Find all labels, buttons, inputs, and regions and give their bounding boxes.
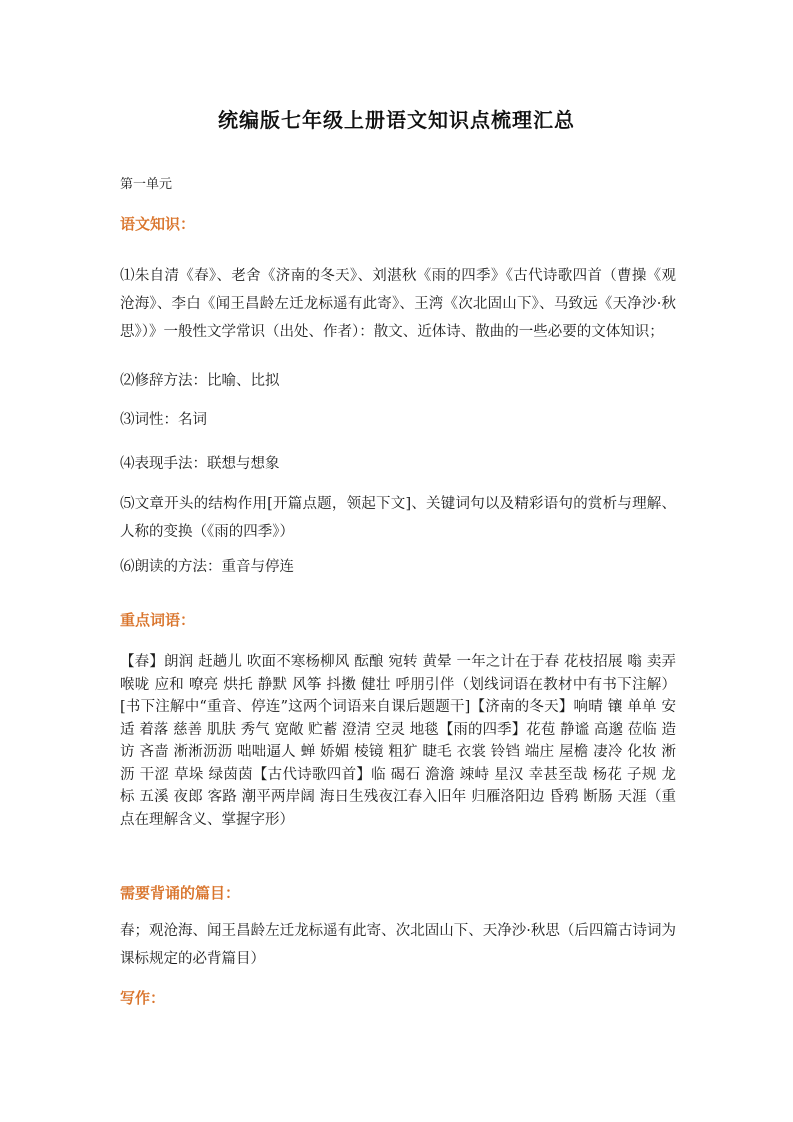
- section-heading-vocab: 重点词语：: [120, 611, 196, 629]
- section-heading-recite: 需要背诵的篇目：: [120, 884, 241, 902]
- knowledge-item-2: ⑵修辞方法：比喻、比拟: [120, 373, 280, 389]
- knowledge-item-5: ⑸文章开头的结构作用[开篇点题，领起下文]、关键词句以及精彩语句的赏析与理解、人称的变换（《雨的四季》）: [120, 496, 676, 540]
- knowledge-item-3: ⑶词性：名词: [120, 412, 207, 428]
- section-heading-writing: 写作：: [120, 989, 166, 1007]
- page-title: 统编版七年级上册语文知识点梳理汇总: [218, 108, 575, 132]
- vocab-body: 【春】朗润 赶趟儿 吹面不寒杨柳风 酝酿 宛转 黄晕 一年之计在于春 花枝招展 嗡 卖弄 喉咙 应和 嘹亮 烘托 静默 风筝 抖擞 健壮 呼朋引伴（划线词语在教材中有书下注解）[书下注解中“重音、停连”这两个词语来自课后题题干]【济南的冬天】响晴 镶 单单 安适 着落 慈善 肌肤 秀气 宽敞 贮蓄 澄清 空灵 地毯【雨的四季】花苞 静谧 高邈 莅临 造访 吝啬 淅淅沥沥 咄咄逼人 蝉 娇媚 棱镜 粗犷 睫毛 衣裳 铃铛 端庄 屋檐 凄冷 化妆 淅沥 干涩 草垛 绿茵茵【古代诗歌四首】临 碣石 澹澹 竦峙 星汉 幸甚至哉 杨花 子规 龙标 五溪 夜郎 客路 潮平两岸阔 海日生残夜江春入旧年 归雁洛阳边 昏鸦 断肠 天涯（重点在理解含义、掌握字形）: [120, 654, 676, 828]
- recite-body: 春；观沧海、闻王昌龄左迁龙标遥有此寄、次北固山下、天净沙·秋思（后四篇古诗词为课标规定的必背篇目）: [120, 923, 676, 967]
- unit-label: 第一单元: [120, 177, 173, 192]
- knowledge-item-4: ⑷表现手法：联想与想象: [120, 456, 280, 472]
- section-heading-knowledge: 语文知识：: [120, 215, 196, 233]
- knowledge-item-6: ⑹朗读的方法：重音与停连: [120, 559, 294, 575]
- knowledge-item-1: ⑴朱自清《春》、老舍《济南的冬天》、刘湛秋《雨的四季》《古代诗歌四首（曹操《观沧海》、李白《闻王昌龄左迁龙标遥有此寄》、王湾《次北固山下》、马致远《天净沙·秋思》）》一般性文学常识（出处、作者）：散文、近体诗、散曲的一些必要的文体知识；: [120, 268, 676, 340]
